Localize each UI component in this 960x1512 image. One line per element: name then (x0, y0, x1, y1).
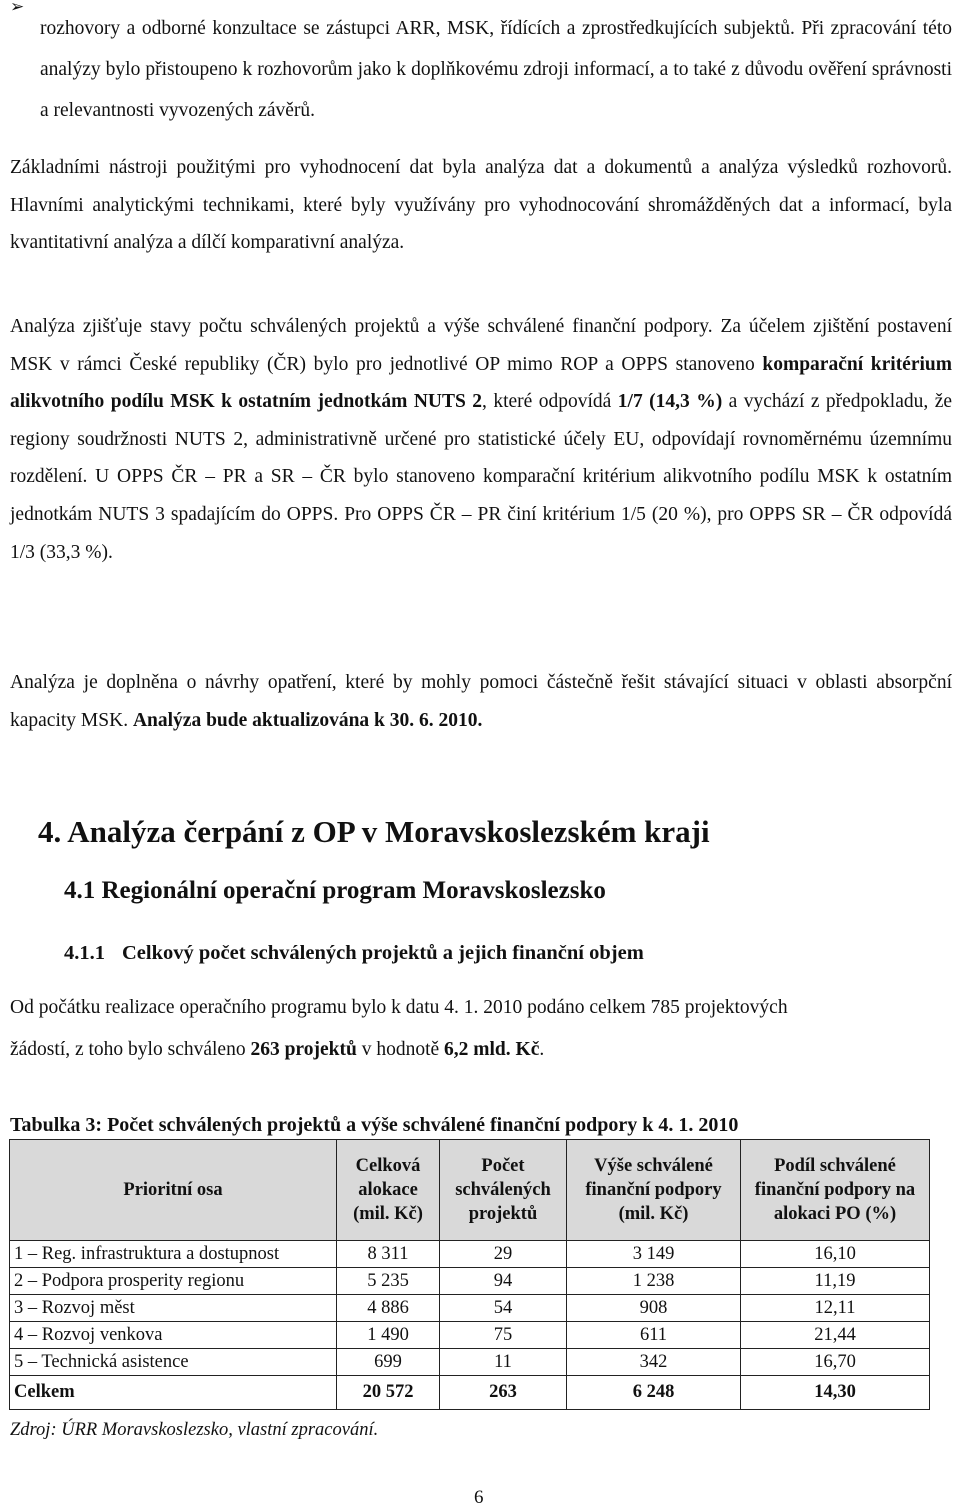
table-row: 1 – Reg. infrastruktura a dostupnost 8 311 29 3 149 16,10 (10, 1241, 930, 1268)
bold-ratio: 1/7 (14,3 %) (617, 391, 723, 413)
table-source-note: Zdroj: ÚRR Moravskoslezsko, vlastní zpracování. (10, 1420, 379, 1440)
col-header-approved-projects: Počet schválených projektů (440, 1140, 567, 1241)
heading-section-4-1: 4.1 Regionální operační program Moravskoslezsko (64, 877, 606, 904)
bullet-text: rozhovory a odborné konzultace se zástupci ARR, MSK, řídících a zprostředkujících subjektů. Při zpracování této analýzy bylo přistoupeno k rozhovorům jako k doplňkovému zdroji informací, a to také z důvodu ověření správnosti a relevantnosti vyvozených závěrů. (40, 17, 952, 121)
bullet-item (10, 0, 952, 150)
paragraph-intro-line1: Od počátku realizace operačního programu bylo k datu 4. 1. 2010 podáno celkem 785 projektových (10, 997, 788, 1018)
col-header-priority-axis: Prioritní osa (10, 1140, 337, 1241)
arrow-bullet-icon: ➢ (10, 0, 25, 16)
col-header-support-share: Podíl schválené finanční podpory na alokaci PO (%) (741, 1140, 930, 1241)
col-header-approved-support: Výše schválené finanční podpory (mil. Kč) (567, 1140, 741, 1241)
bold-criterion: komparační kritérium alikvotního podílu MSK k ostatním jednotkám NUTS 2 (10, 353, 953, 413)
paragraph-tools: Základními nástroji použitými pro vyhodnocení dat byla analýza dat a dokumentů a analýza výsledků rozhovorů. Hlavními analytickými technikami, které byly využívány pro vyhodnocování shromážděných dat a informací, byla kvantitativní analýza a dílčí komparativní analýza. (10, 157, 952, 254)
paragraph-intro-line2: žádostí, z toho bylo schváleno 263 projektů v hodnotě 6,2 mld. Kč. (10, 1039, 545, 1060)
table-row: 5 – Technická asistence 699 11 342 16,70 (10, 1349, 930, 1376)
heading-subsection-4-1-1: 4.1.1 Celkový počet schválených projektů a jejich finanční objem (64, 942, 644, 964)
projects-table (9, 1139, 930, 1410)
col-header-total-allocation: Celková alokace (mil. Kč) (337, 1140, 440, 1241)
heading-chapter-4: 4. Analýza čerpání z OP v Moravskoslezském kraji (38, 814, 710, 849)
page-number: 6 (474, 1487, 484, 1508)
table-caption: Tabulka 3: Počet schválených projektů a výše schválené finanční podpory k 4. 1. 2010 (10, 1114, 739, 1136)
table-header-row (10, 1140, 930, 1241)
bold-update-note: Analýza bude aktualizována k 30. 6. 2010. (132, 709, 483, 731)
table-total-row: Celkem 20 572 263 6 248 14,30 (10, 1376, 930, 1410)
table-row: 2 – Podpora prosperity regionu 5 235 94 1 238 11,19 (10, 1268, 930, 1295)
paragraph-measures: Analýza je doplněna o návrhy opatření, které by mohly pomoci částečně řešit stávající situaci v oblasti absorpční kapacity MSK. Analýza bude aktualizována k 30. 6. 2010. (10, 672, 952, 731)
paragraph-analysis: Analýza zjišťuje stavy počtu schválených projektů a výše schválené finanční podpory. Za účelem zjištění postavení MSK v rámci České republiky (ČR) bylo pro jednotlivé OP mimo ROP a OPPS stanoveno komparační kritérium alikvotního podílu MSK k ostatním jednotkám NUTS 2, které odpovídá 1/7 (14,3 %) a vychází z předpokladu, že regiony soudržnosti NUTS 2, administrativně určené pro statistické účely EU, odpovídají rovnoměrnému územnímu rozdělení. U OPPS ČR – PR a SR – ČR bylo stanoveno komparační kritérium alikvotního podílu MSK k ostatním jednotkám NUTS 3 spadajícím do OPPS. Pro OPPS ČR – PR činí kritérium 1/5 (20 %), pro OPPS SR – ČR odpovídá 1/3 (33,3 %). (10, 316, 953, 563)
table-row: 4 – Rozvoj venkova 1 490 75 611 21,44 (10, 1322, 930, 1349)
table-row: 3 – Rozvoj měst 4 886 54 908 12,11 (10, 1295, 930, 1322)
